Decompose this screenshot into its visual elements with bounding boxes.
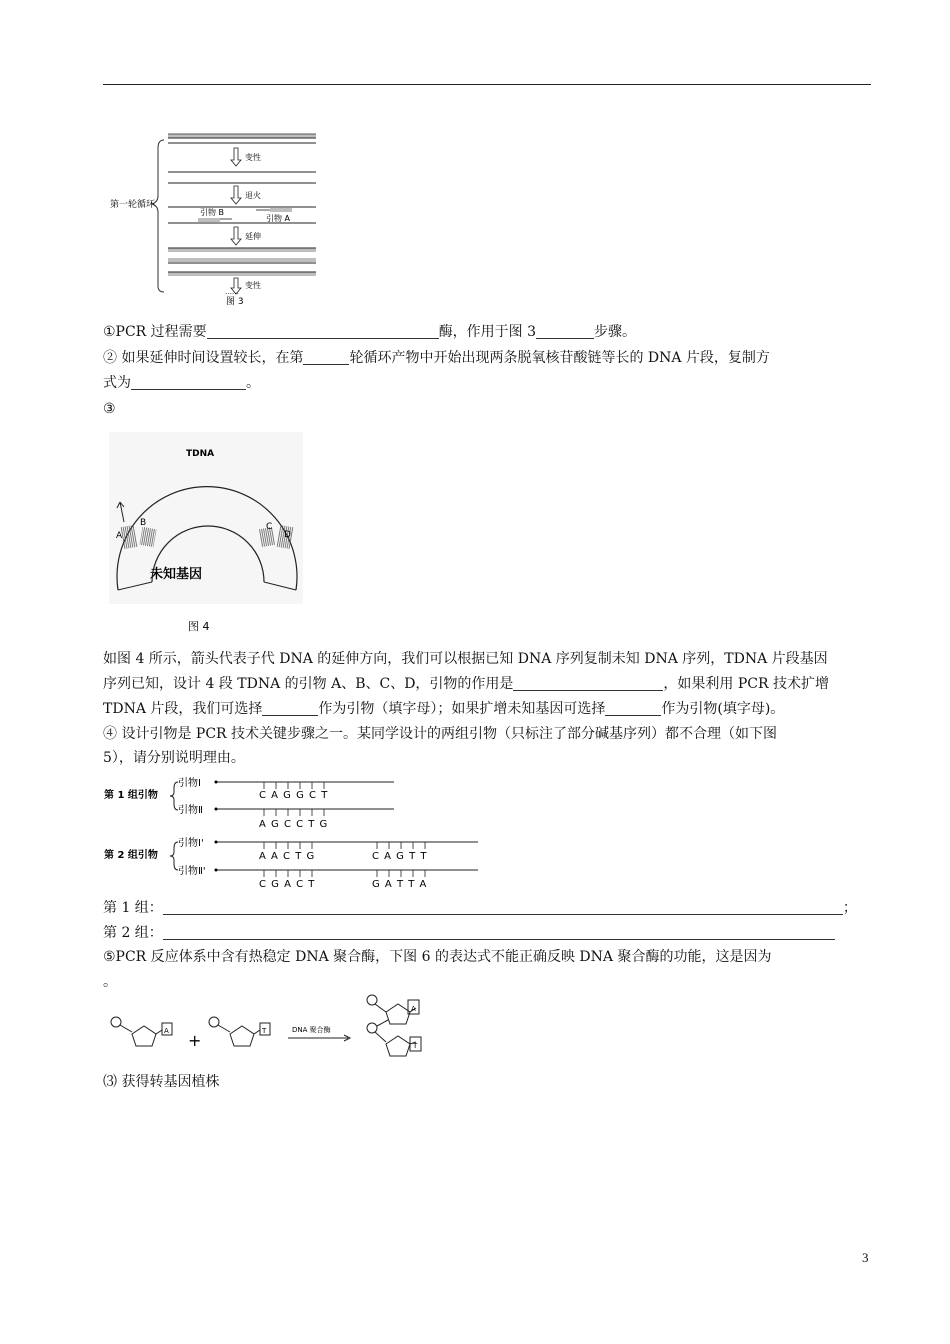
- q5-line-1: ⑤PCR 反应体系中含有热稳定 DNA 聚合酶，下图 6 的表达式不能正确反映 DNA 聚合酶的功能，这是因为: [103, 949, 772, 965]
- q2-line2-prefix: 式为: [103, 375, 131, 391]
- fig3-denature-2: 变性: [245, 281, 261, 290]
- fig4-caption: 图 4: [188, 620, 210, 633]
- q3-blank-gene-primers[interactable]: [605, 699, 661, 716]
- answer-group1-label: 第 1 组：: [103, 900, 163, 916]
- section-3-heading: ⑶ 获得转基因植株: [103, 1074, 220, 1090]
- answer-group-2: [103, 921, 873, 945]
- fig5-primer1-prime: 引物Ⅰ': [178, 838, 204, 849]
- fig4-label-d: D: [284, 530, 291, 540]
- fig3-dots: ……: [225, 288, 239, 296]
- question-1: [103, 320, 873, 344]
- answer-group2-label: 第 2 组：: [103, 925, 163, 941]
- q3-line-1: 如图 4 所示，箭头代表子代 DNA 的延伸方向，我们可以根据已知 DNA 序列复制未知 DNA 序列，TDNA 片段基因: [103, 651, 828, 667]
- fig5-group2-label: 第 2 组引物: [104, 850, 158, 861]
- fig5-seq4a: C G A C T: [259, 879, 316, 890]
- q2-blank-mode[interactable]: [131, 373, 246, 390]
- q3-line2-prefix: 序列已知，设计 4 段 TDNA 的引物 A、B、C、D，引物的作用是: [103, 676, 514, 692]
- fig4-label-b: B: [140, 518, 147, 528]
- figure-6-nucleotide-reaction: [104, 990, 434, 1062]
- q1-prefix: ①PCR 过程需要: [103, 324, 207, 340]
- q1-blank-enzyme[interactable]: [207, 322, 439, 339]
- figure-5-primer-groups: [104, 774, 484, 894]
- fig4-label-a: A: [116, 531, 123, 541]
- figure-3-pcr-cycle: [108, 126, 323, 308]
- question-2-line-2: [103, 371, 873, 395]
- fig5-seq3a: A A C T G: [259, 851, 316, 862]
- q2-suffix: 轮循环产物中开始出现两条脱氧核苷酸链等长的 DNA 片段，复制方: [349, 350, 770, 366]
- fig4-tdna: TDNA: [186, 449, 215, 459]
- q2-blank-cycle[interactable]: [303, 348, 349, 365]
- fig4-unknown-gene: 未知基因: [150, 567, 203, 582]
- fig5-seq2: A G C C T G: [259, 819, 329, 830]
- q1-mid: 酶，作用于图 3: [438, 324, 537, 340]
- fig5-seq4b: G A T T A: [372, 879, 428, 890]
- fig6-base-t2: T: [413, 1042, 418, 1050]
- answer-group2-blank[interactable]: [163, 923, 835, 940]
- q1-blank-step[interactable]: [536, 322, 594, 339]
- fig6-base-a2: A: [411, 1005, 416, 1013]
- q3-line-2: [103, 672, 873, 696]
- answer-group1-blank[interactable]: [163, 898, 843, 915]
- q3-line2-suffix: ，如果利用 PCR 技术扩增: [663, 676, 829, 692]
- fig3-extend: 延伸: [245, 232, 261, 241]
- fig4-label-c: C: [266, 522, 273, 532]
- q4-line-2: 5），请分别说明理由。: [103, 750, 245, 766]
- fig5-seq1: C A G G C T: [259, 790, 329, 801]
- fig6-plus: +: [188, 1031, 202, 1050]
- fig5-group1-label: 第 1 组引物: [104, 790, 158, 801]
- fig3-caption: 图 3: [226, 297, 244, 307]
- question-3-marker: ③: [103, 401, 116, 417]
- fig6-enzyme: DNA 聚合酶: [292, 1026, 331, 1034]
- header-rule: [103, 84, 871, 85]
- q2-line2-suffix: 。: [246, 375, 260, 391]
- q3-line3-suffix: 作为引物(填字母)。: [661, 701, 785, 717]
- q3-line3-mid: 作为引物（填字母）；如果扩增未知基因可选择: [318, 701, 606, 717]
- fig6-base-a1: A: [164, 1027, 169, 1035]
- fig6-base-t1: T: [262, 1027, 267, 1035]
- fig5-primer2: 引物Ⅱ: [178, 805, 203, 816]
- q3-blank-role[interactable]: [513, 674, 663, 691]
- fig5-primer1: 引物Ⅰ: [178, 778, 201, 789]
- fig3-anneal: 退火: [245, 191, 261, 200]
- q2-prefix: ② 如果延伸时间设置较长，在第: [103, 350, 304, 366]
- q3-blank-tdna-primers[interactable]: [262, 699, 318, 716]
- fig3-primer-b: 引物 B: [200, 208, 225, 217]
- fig5-primer2-prime: 引物Ⅱ': [178, 866, 206, 877]
- fig5-seq3b: C A G T T: [372, 851, 428, 862]
- q1-suffix: 步骤。: [594, 324, 637, 340]
- q5-line-2: 。: [103, 974, 117, 990]
- page-number: 3: [862, 1250, 869, 1265]
- figure-4-tdna-ring: [106, 430, 306, 640]
- question-2-line-1: [103, 346, 873, 370]
- fig3-primer-a: 引物 A: [266, 214, 291, 223]
- answer-group1-end: ；: [842, 900, 857, 916]
- q3-line-3: [103, 697, 873, 721]
- fig3-cycle-label: 第一轮循环: [110, 200, 156, 210]
- answer-group-1: [103, 896, 873, 920]
- q3-line3-prefix: TDNA 片段，我们可选择: [103, 701, 263, 717]
- fig3-denature: 变性: [245, 153, 261, 162]
- q4-line-1: ④ 设计引物是 PCR 技术关键步骤之一。某同学设计的两组引物（只标注了部分碱基序列）都不合理（如下图: [103, 726, 778, 742]
